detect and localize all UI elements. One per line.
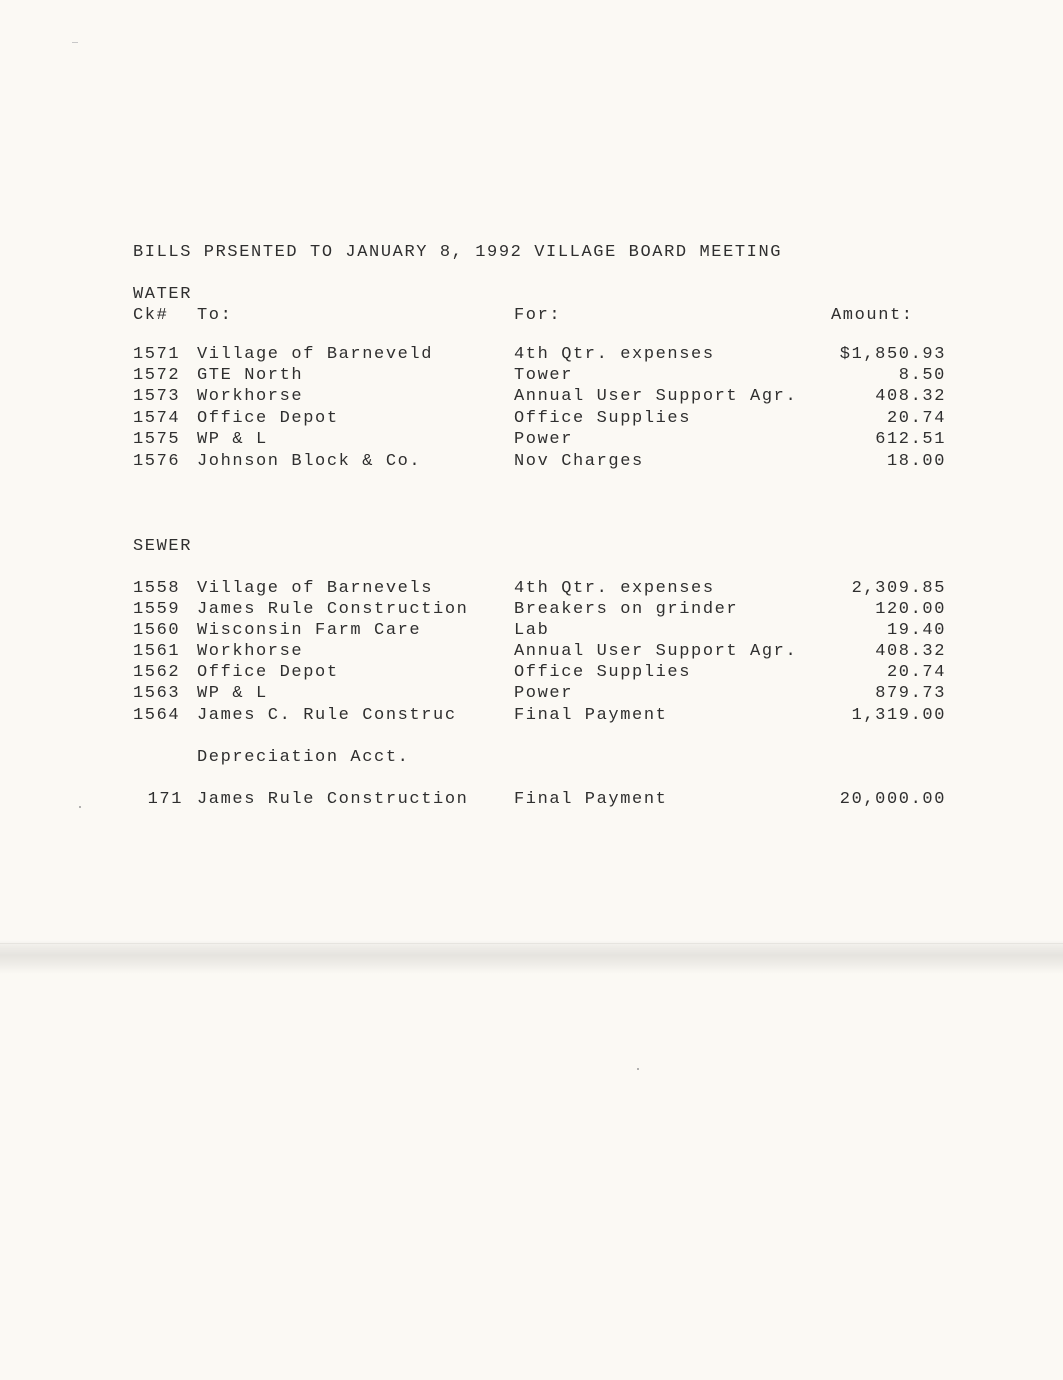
payee: Village of Barneveld: [197, 345, 434, 364]
amount: 20.74: [886, 409, 946, 428]
amount: 19.40: [886, 621, 946, 640]
payee: James Rule Construction: [197, 600, 469, 619]
purpose: Annual User Support Agr.: [514, 387, 798, 406]
check-number: 171: [147, 790, 183, 809]
check-number: 1559: [133, 600, 181, 619]
payee: James C. Rule Construc: [197, 706, 457, 725]
check-number: 1560: [133, 621, 181, 640]
check-number: 1564: [133, 706, 181, 725]
water-section-heading: WATER: [133, 285, 193, 304]
amount: 2,309.85: [851, 579, 946, 598]
check-number: 1563: [133, 684, 181, 703]
purpose: Office Supplies: [514, 663, 692, 682]
purpose: 4th Qtr. expenses: [514, 345, 715, 364]
purpose: Tower: [514, 366, 574, 385]
check-number: 1562: [133, 663, 181, 682]
amount: 18.00: [886, 452, 946, 471]
purpose: Final Payment: [514, 706, 668, 725]
payee: WP & L: [197, 430, 268, 449]
paper-speck: [72, 42, 78, 43]
amount: 408.32: [875, 387, 946, 406]
purpose: Lab: [514, 621, 550, 640]
check-number: 1573: [133, 387, 181, 406]
payee: James Rule Construction: [197, 790, 469, 809]
document-title: BILLS PRSENTED TO JANUARY 8, 1992 VILLAGE BOARD MEETING: [133, 243, 783, 262]
check-number: 1571: [133, 345, 181, 364]
amount: 120.00: [875, 600, 946, 619]
check-number: 1572: [133, 366, 181, 385]
payee: Johnson Block & Co.: [197, 452, 422, 471]
check-number: 1574: [133, 409, 181, 428]
check-number: 1558: [133, 579, 181, 598]
payee: Workhorse: [197, 642, 304, 661]
amount: 20.74: [886, 663, 946, 682]
column-header-ck: Ck#: [133, 306, 169, 325]
paper-fold-shadow: [0, 940, 1063, 974]
purpose: 4th Qtr. expenses: [514, 579, 715, 598]
column-header-to: To:: [197, 306, 233, 325]
purpose: Power: [514, 684, 574, 703]
payee: Office Depot: [197, 409, 339, 428]
payee: GTE North: [197, 366, 304, 385]
amount: 612.51: [875, 430, 946, 449]
amount: 8.50: [898, 366, 946, 385]
payee: Wisconsin Farm Care: [197, 621, 422, 640]
check-number: 1561: [133, 642, 181, 661]
payee: Village of Barnevels: [197, 579, 434, 598]
depreciation-account-label: Depreciation Acct.: [197, 748, 410, 767]
amount: 408.32: [875, 642, 946, 661]
check-number: 1575: [133, 430, 181, 449]
purpose: Nov Charges: [514, 452, 644, 471]
sewer-section-heading: SEWER: [133, 537, 193, 556]
amount: 1,319.00: [851, 706, 946, 725]
column-header-amount: Amount:: [831, 306, 914, 325]
purpose: Annual User Support Agr.: [514, 642, 798, 661]
amount: $1,850.93: [839, 345, 946, 364]
purpose: Power: [514, 430, 574, 449]
paper-speck: [637, 1068, 639, 1070]
purpose: Final Payment: [514, 790, 668, 809]
payee: Office Depot: [197, 663, 339, 682]
payee: Workhorse: [197, 387, 304, 406]
check-number: 1576: [133, 452, 181, 471]
purpose: Office Supplies: [514, 409, 692, 428]
amount: 20,000.00: [839, 790, 946, 809]
paper-speck: [79, 806, 81, 808]
purpose: Breakers on grinder: [514, 600, 739, 619]
amount: 879.73: [875, 684, 946, 703]
payee: WP & L: [197, 684, 268, 703]
column-header-for: For:: [514, 306, 562, 325]
